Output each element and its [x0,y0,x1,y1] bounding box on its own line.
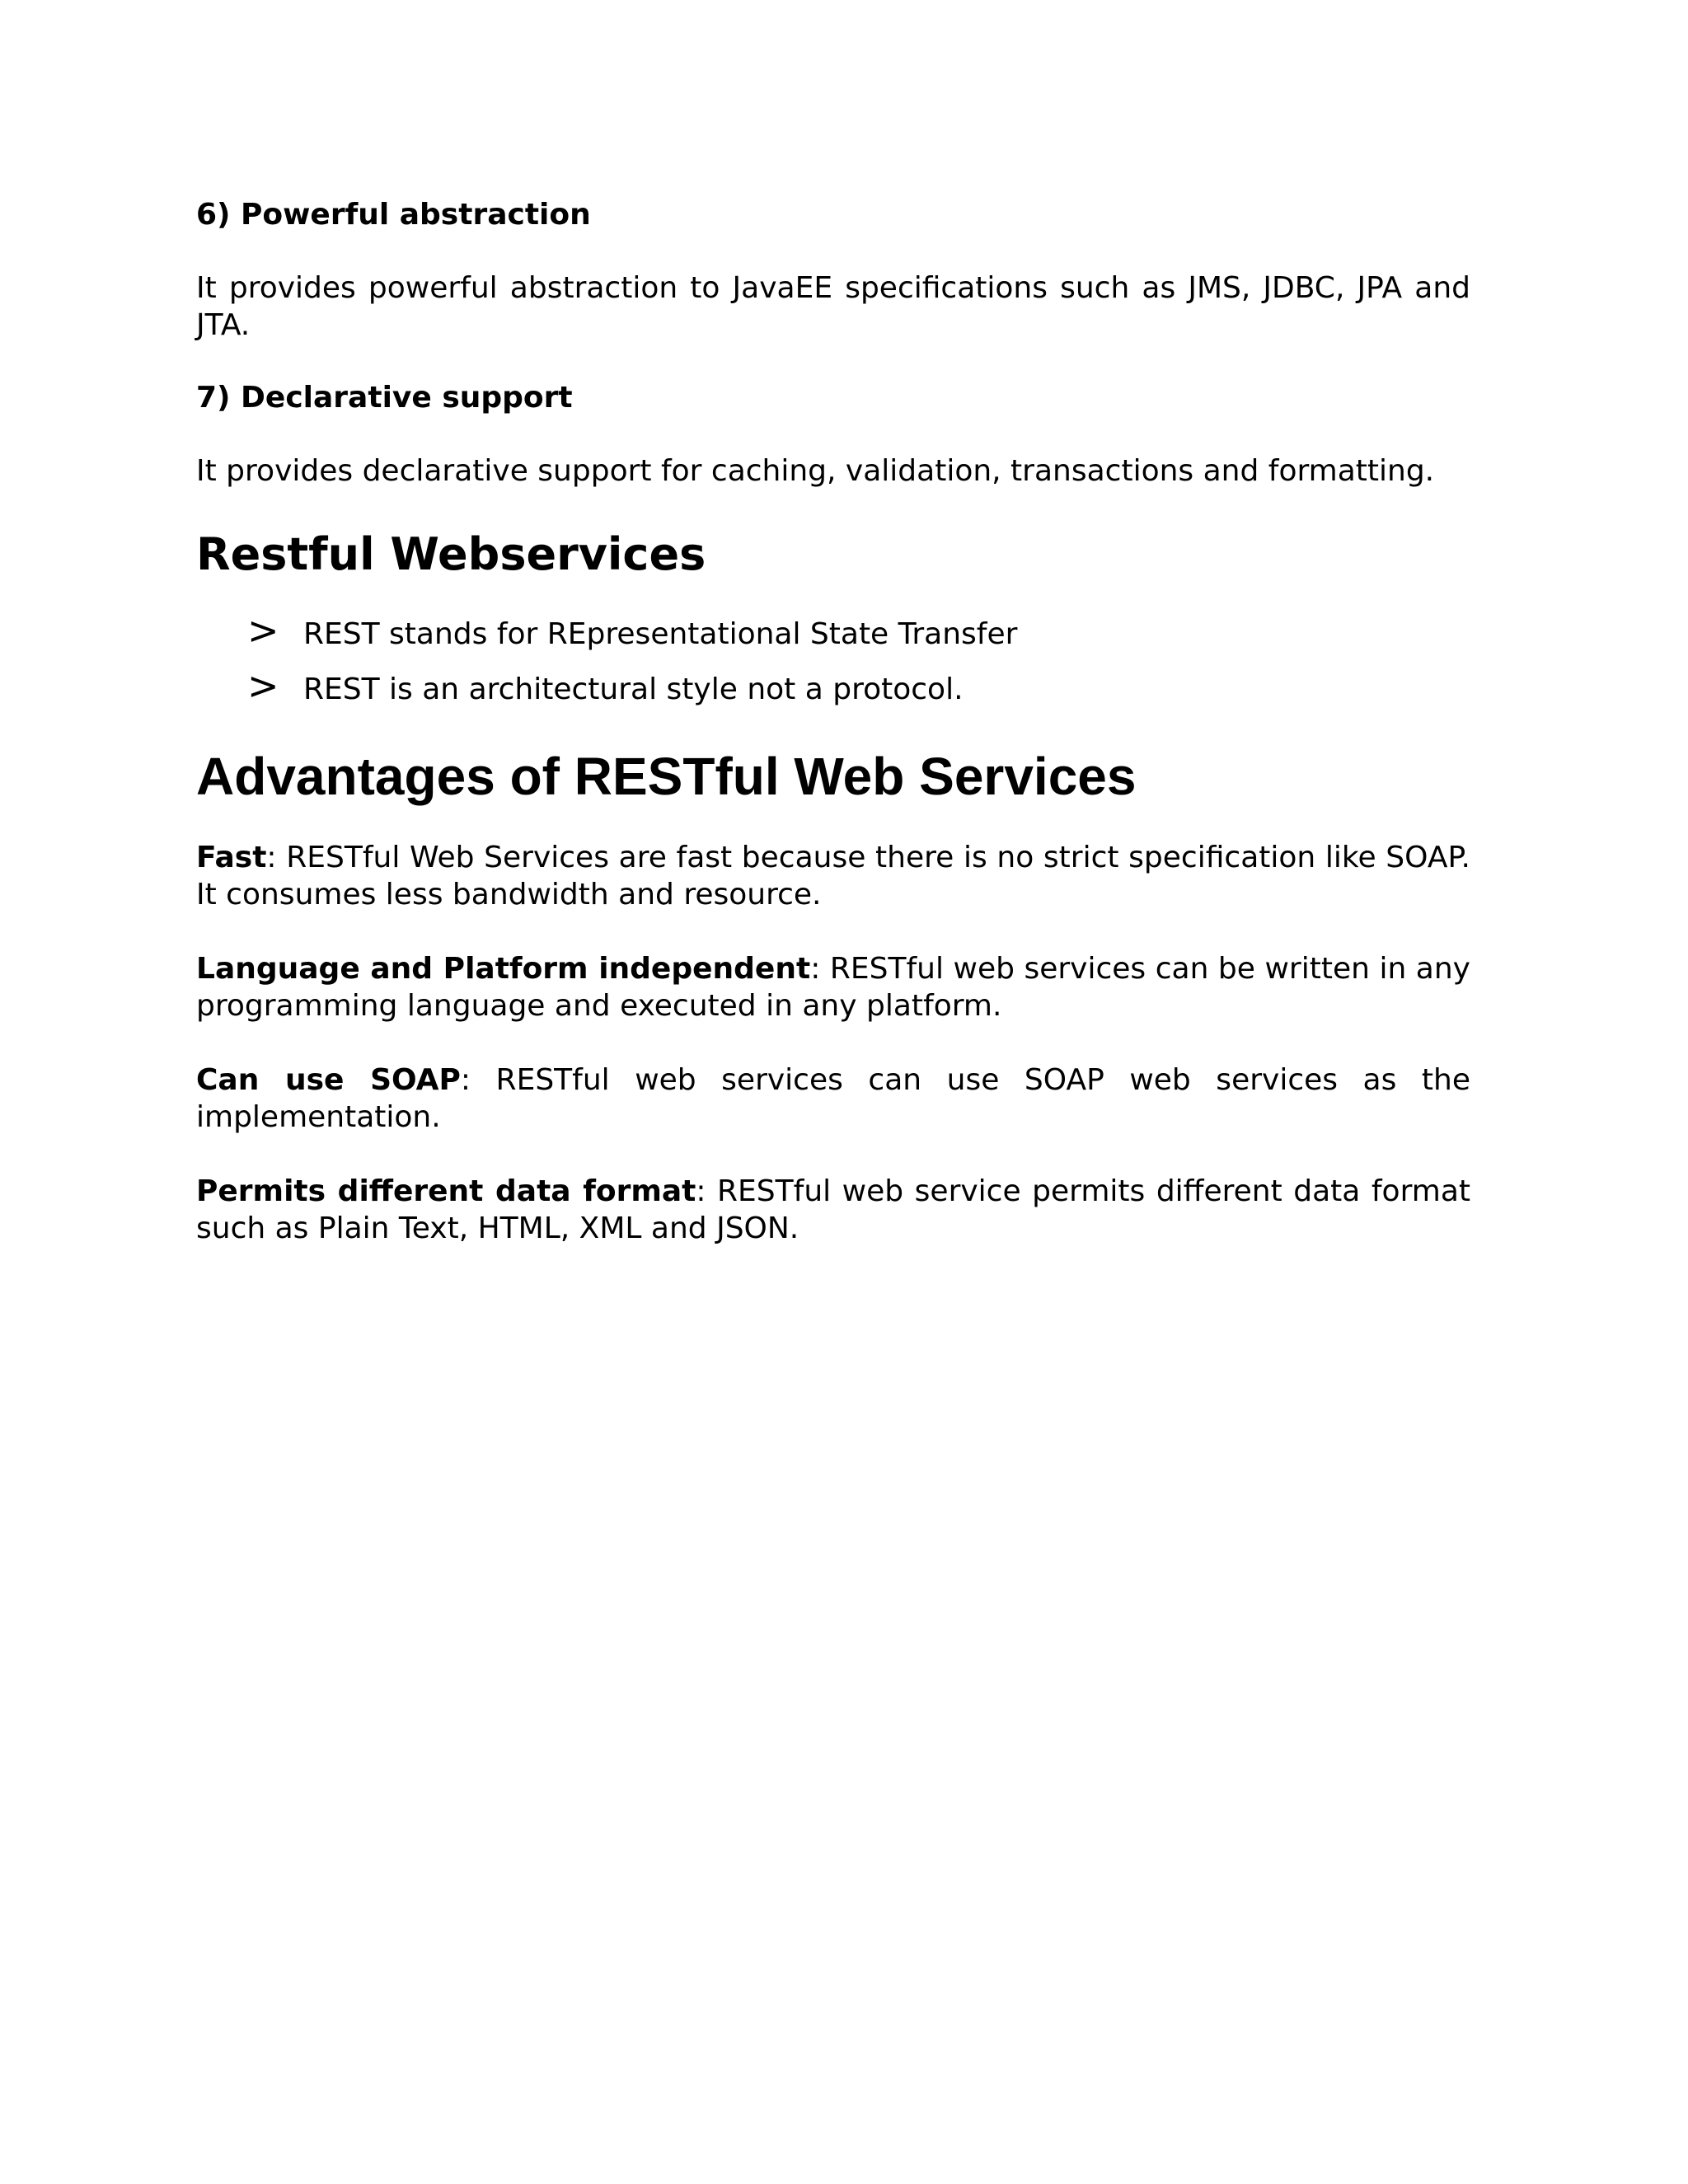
advantage-term: Can use SOAP [196,1063,461,1097]
list-item-text: REST is an architectural style not a protocol. [303,673,964,706]
advantage-text: : RESTful web services can use SOAP web services as the implementation. [196,1063,1470,1134]
list-item [196,605,1470,660]
section-body-powerful-abstraction: It provides powerful abstraction to JavaEE specifications such as JMS, JDBC, JPA and JTA. [196,271,1470,342]
list-item-text: REST stands for REpresentational State Transfer [303,617,1018,651]
list-item [196,660,1470,715]
arrow-bullet-icon: > [247,608,279,653]
advantage-term: Language and Platform independent [196,952,811,986]
heading-advantages: Advantages of RESTful Web Services [196,747,1137,806]
section-heading-powerful-abstraction: 6) Powerful abstraction [196,198,591,232]
heading-restful-webservices: Restful Webservices [196,528,706,580]
advantage-text: : RESTful web services can be written in any programming language and executed in any platform. [196,952,1470,1023]
advantage-fast [196,839,1470,913]
advantage-language-platform [196,950,1470,1024]
section-body-declarative-support: It provides declarative support for caching, validation, transactions and formatting. [196,454,1435,488]
restful-bullet-list [196,605,1470,715]
section-heading-declarative-support: 7) Declarative support [196,381,573,415]
page-content [196,195,1470,1247]
advantage-term: Fast [196,841,267,874]
advantage-text: : RESTful web service permits different data format such as Plain Text, HTML, XML and JSON. [196,1174,1470,1245]
arrow-bullet-icon: > [247,663,279,708]
advantage-can-use-soap [196,1062,1470,1136]
advantage-term: Permits different data format [196,1174,696,1208]
advantage-text: : RESTful Web Services are fast because there is no strict specification like SOAP. It consumes less bandwidth and resource. [196,841,1470,912]
advantage-data-format [196,1173,1470,1247]
